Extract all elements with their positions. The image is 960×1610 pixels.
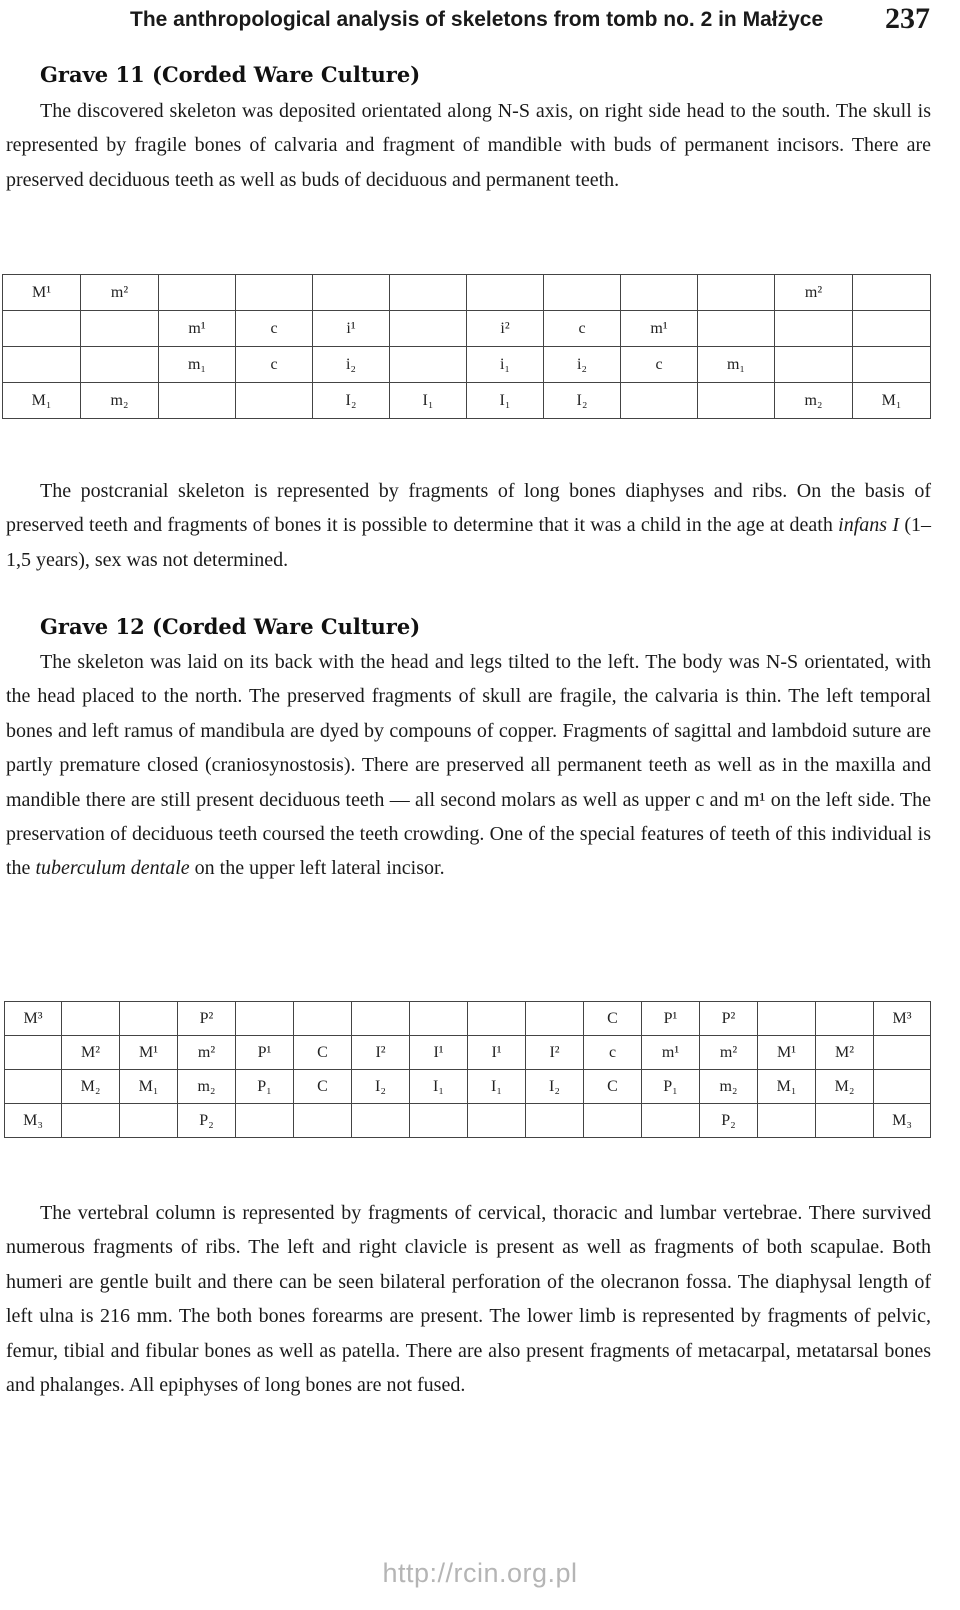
tooth-cell: m₂: [700, 1070, 758, 1104]
tooth-cell: [874, 1036, 931, 1070]
tooth-cell: c: [236, 311, 313, 347]
tooth-cell: C: [294, 1036, 352, 1070]
tooth-cell: M¹: [3, 275, 81, 311]
tooth-cell: m¹: [621, 311, 698, 347]
tooth-cell: [758, 1104, 816, 1138]
footer-url: http://rcin.org.pl: [382, 1558, 578, 1588]
table-row: [5, 1104, 931, 1138]
grave-11-heading: Grave 11 (Corded Ware Culture): [40, 62, 421, 87]
tooth-cell: C: [584, 1002, 642, 1036]
tooth-cell: [236, 383, 313, 419]
tooth-cell: m₁: [159, 347, 236, 383]
tooth-cell: c: [584, 1036, 642, 1070]
tooth-cell: I₂: [352, 1070, 410, 1104]
tooth-cell: [468, 1104, 526, 1138]
page-number: 237: [885, 2, 930, 35]
tooth-cell: [236, 1104, 294, 1138]
tooth-cell: P¹: [236, 1036, 294, 1070]
table-row: [3, 311, 931, 347]
grave-12-table-body: [5, 1002, 931, 1138]
tooth-cell: [410, 1002, 468, 1036]
tooth-cell: [62, 1002, 120, 1036]
tooth-cell: P²: [178, 1002, 236, 1036]
tooth-cell: I₂: [313, 383, 390, 419]
tooth-cell: i²: [467, 311, 544, 347]
tooth-cell: [120, 1002, 178, 1036]
tooth-cell: [236, 275, 313, 311]
tooth-cell: I₁: [390, 383, 467, 419]
tooth-cell: P₁: [236, 1070, 294, 1104]
tooth-cell: [816, 1104, 874, 1138]
tooth-cell: M₁: [3, 383, 81, 419]
tooth-cell: [62, 1104, 120, 1138]
tooth-cell: i₂: [313, 347, 390, 383]
tooth-cell: P₂: [700, 1104, 758, 1138]
age-category-term: infans I: [838, 514, 900, 537]
tooth-cell: [775, 311, 853, 347]
tooth-cell: [159, 275, 236, 311]
tooth-cell: [236, 1002, 294, 1036]
tooth-cell: [294, 1104, 352, 1138]
tooth-cell: I²: [352, 1036, 410, 1070]
tooth-cell: M¹: [120, 1036, 178, 1070]
tooth-cell: [352, 1002, 410, 1036]
tooth-cell: [853, 311, 931, 347]
tooth-cell: [526, 1104, 584, 1138]
tooth-cell: [294, 1002, 352, 1036]
grave-12-dental-table: [4, 1001, 931, 1138]
tooth-cell: i¹: [313, 311, 390, 347]
tooth-cell: [642, 1104, 700, 1138]
tooth-cell: M₁: [120, 1070, 178, 1104]
anatomical-term: tuberculum dentale: [35, 857, 190, 880]
tooth-cell: [467, 275, 544, 311]
table-row: [3, 347, 931, 383]
tooth-cell: I₁: [467, 383, 544, 419]
tooth-cell: P₁: [642, 1070, 700, 1104]
tooth-cell: [468, 1002, 526, 1036]
table-row: [5, 1036, 931, 1070]
tooth-cell: m²: [178, 1036, 236, 1070]
tooth-cell: c: [621, 347, 698, 383]
tooth-cell: i₁: [467, 347, 544, 383]
tooth-cell: [313, 275, 390, 311]
tooth-cell: m₂: [81, 383, 159, 419]
tooth-cell: P₂: [178, 1104, 236, 1138]
tooth-cell: [526, 1002, 584, 1036]
running-title: The anthropological analysis of skeletons from tomb no. 2 in Małżyce: [130, 8, 824, 31]
grave-12-paragraph-1: The skeleton was laid on its back with the head and legs tilted to the left. The body was N-S orientated, with the head placed to the north. The preserved fragments of skull are fragile, the calvaria is thin. The left temporal bones and left ramus of mandibula are dyed by compouns of copper. Fragments of sagittal and lambdoid suture are partly premature closed (craniosynostosis). There are preserved all permanent teeth as well as in the maxilla and mandible there are still present deciduous teeth — all second molars as well as upper c and m¹ on the left side. The preservation of deciduous teeth coursed the teeth crowding. One of the special features of teeth of this individual is the tuberculum dentale on the upper left lateral incisor.: [6, 651, 931, 880]
tooth-cell: [5, 1070, 62, 1104]
tooth-cell: M¹: [758, 1036, 816, 1070]
tooth-cell: M₁: [758, 1070, 816, 1104]
tooth-cell: I¹: [468, 1036, 526, 1070]
tooth-cell: [3, 311, 81, 347]
tooth-cell: M₃: [5, 1104, 62, 1138]
grave-11-dental-table: [2, 274, 931, 419]
tooth-cell: M₂: [816, 1070, 874, 1104]
tooth-cell: [81, 311, 159, 347]
tooth-cell: M₁: [853, 383, 931, 419]
tooth-cell: [120, 1104, 178, 1138]
tooth-cell: m²: [81, 275, 159, 311]
tooth-cell: [698, 311, 775, 347]
tooth-cell: [775, 347, 853, 383]
tooth-cell: m₁: [698, 347, 775, 383]
tooth-cell: C: [294, 1070, 352, 1104]
tooth-cell: [81, 347, 159, 383]
tooth-cell: [698, 383, 775, 419]
tooth-cell: c: [236, 347, 313, 383]
grave-12-paragraph-2: The vertebral column is represented by fragments of cervical, thoracic and lumbar vertebrae. There survived numerous fragments of ribs. The left and right clavicle is present as well as fragments of both scapulae. Both humeri are gentle built and there can be seen bilateral perforation of the olecranon fossa. The diaphysal length of left ulna is 216 mm. The both bones forearms are present. The lower limb is represented by fragments of pelvic, femur, tibial and fibular bones as well as patella. There are also present fragments of metacarpal, metatarsal bones and phalanges. All epiphyses of long bones are not fused.: [6, 1202, 931, 1397]
tooth-cell: [410, 1104, 468, 1138]
tooth-cell: M²: [62, 1036, 120, 1070]
tooth-cell: [544, 275, 621, 311]
grave-12-heading: Grave 12 (Corded Ware Culture): [40, 614, 421, 639]
tooth-cell: M³: [874, 1002, 931, 1036]
tooth-cell: M₂: [62, 1070, 120, 1104]
tooth-cell: [390, 311, 467, 347]
tooth-cell: m²: [700, 1036, 758, 1070]
tooth-cell: [698, 275, 775, 311]
tooth-cell: [5, 1036, 62, 1070]
tooth-cell: I²: [526, 1036, 584, 1070]
table-row: [5, 1070, 931, 1104]
tooth-cell: m¹: [642, 1036, 700, 1070]
tooth-cell: M³: [5, 1002, 62, 1036]
tooth-cell: [159, 383, 236, 419]
tooth-cell: [816, 1002, 874, 1036]
tooth-cell: M²: [816, 1036, 874, 1070]
tooth-cell: m₂: [775, 383, 853, 419]
tooth-cell: P¹: [642, 1002, 700, 1036]
tooth-cell: m₂: [178, 1070, 236, 1104]
tooth-cell: P²: [700, 1002, 758, 1036]
page-header: [130, 2, 930, 38]
tooth-cell: m¹: [159, 311, 236, 347]
tooth-cell: [758, 1002, 816, 1036]
tooth-cell: i₂: [544, 347, 621, 383]
grave-11-paragraph-2: The postcranial skeleton is represented by fragments of long bones diaphyses and ribs. On the basis of preserved teeth and fragments of bones it is possible to determine that it was a child in the age at death infans I (1–1,5 years), sex was not determined.: [6, 480, 931, 571]
tooth-cell: I¹: [410, 1036, 468, 1070]
tooth-cell: C: [584, 1070, 642, 1104]
tooth-cell: [3, 347, 81, 383]
tooth-cell: [584, 1104, 642, 1138]
tooth-cell: [874, 1070, 931, 1104]
tooth-cell: [853, 275, 931, 311]
tooth-cell: I₁: [468, 1070, 526, 1104]
tooth-cell: M₃: [874, 1104, 931, 1138]
tooth-cell: [621, 275, 698, 311]
tooth-cell: [621, 383, 698, 419]
tooth-cell: [390, 275, 467, 311]
table-row: [3, 383, 931, 419]
tooth-cell: m²: [775, 275, 853, 311]
tooth-cell: I₂: [544, 383, 621, 419]
tooth-cell: c: [544, 311, 621, 347]
tooth-cell: [390, 347, 467, 383]
grave-11-paragraph-1: The discovered skeleton was deposited orientated along N-S axis, on right side head to the south. The skull is represented by fragile bones of calvaria and fragment of mandible with buds of permanent incisors. There are preserved deciduous teeth as well as buds of deciduous and permanent teeth.: [6, 100, 931, 191]
tooth-cell: [853, 347, 931, 383]
table-row: [3, 275, 931, 311]
tooth-cell: [352, 1104, 410, 1138]
tooth-cell: I₂: [526, 1070, 584, 1104]
tooth-cell: I₁: [410, 1070, 468, 1104]
grave-11-table-body: [3, 275, 931, 419]
table-row: [5, 1002, 931, 1036]
